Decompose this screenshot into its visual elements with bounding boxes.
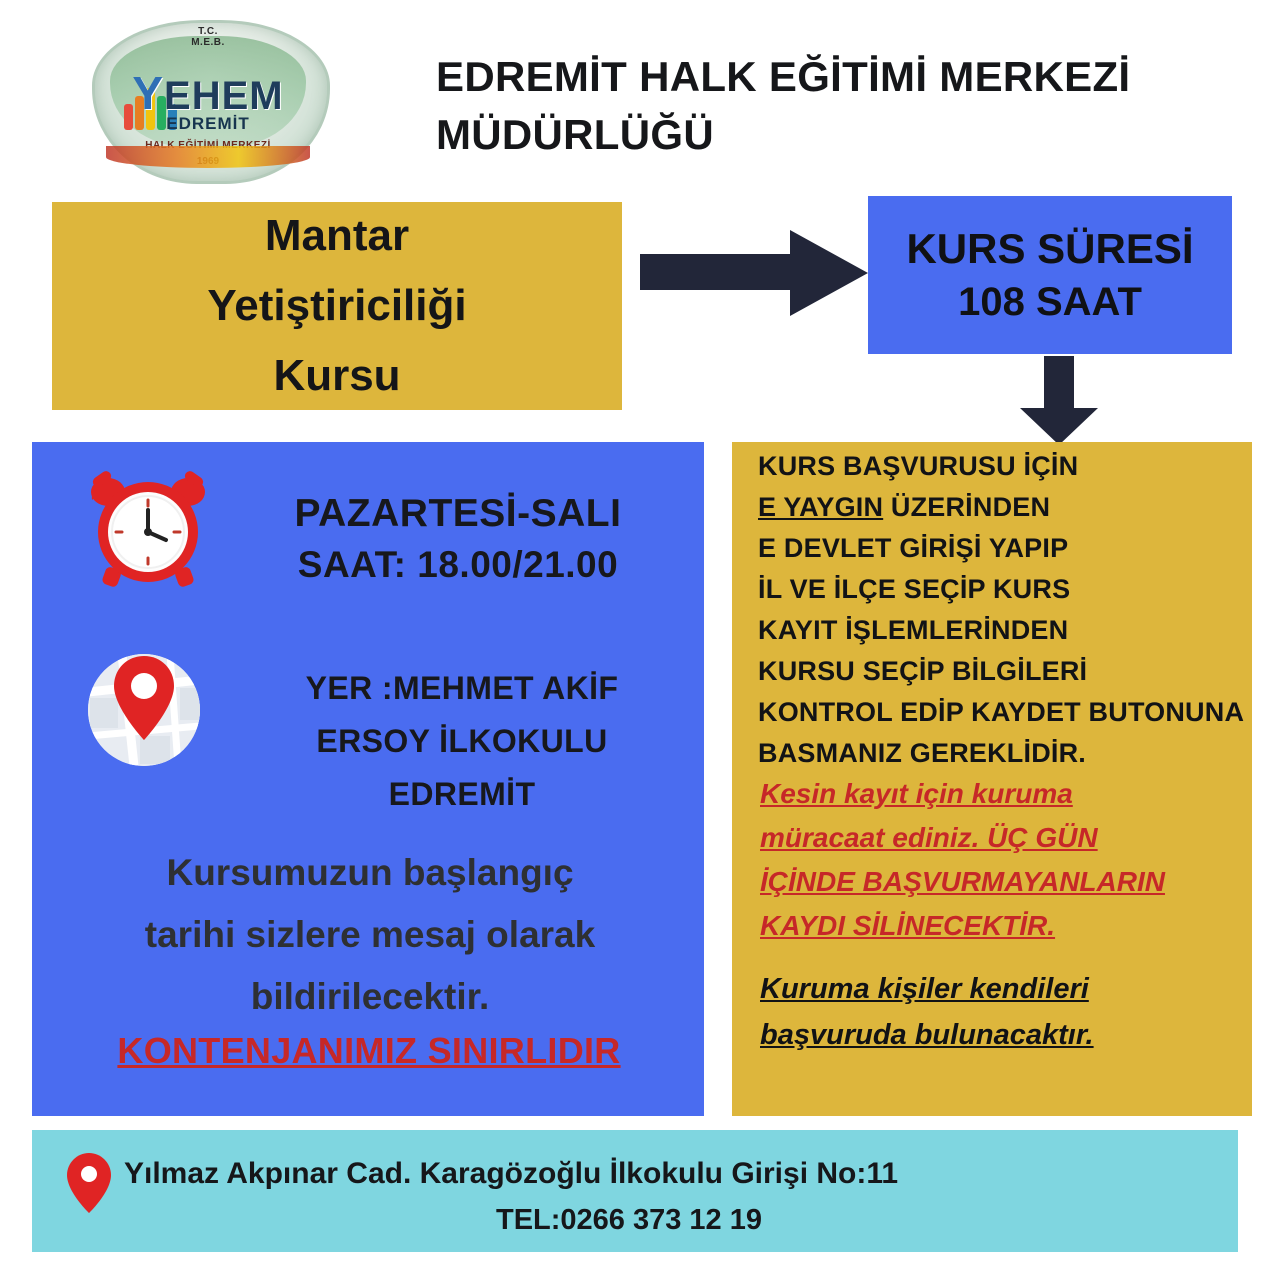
eyaygin-link-text: E YAYGIN — [758, 492, 884, 522]
schedule-hours: SAAT: 18.00/21.00 — [297, 544, 619, 585]
page-title-line2: MÜDÜRLÜĞÜ — [436, 111, 714, 158]
course-duration-box — [868, 196, 1232, 354]
start-date-note — [64, 842, 676, 1028]
page-title — [436, 48, 1236, 164]
schedule-text — [232, 488, 684, 590]
registration-warning — [760, 772, 1280, 948]
schedule-days: PAZARTESİ-SALI — [294, 492, 622, 535]
course-duration-value: 108 SAAT — [958, 280, 1142, 324]
registration-warning-line1: Kesin kayıt için kuruma — [760, 778, 1073, 809]
registration-warning-line4: KAYDI SİLİNECEKTİR. — [760, 910, 1056, 941]
application-line3: E DEVLET GİRİŞİ YAPIP — [758, 533, 1069, 563]
logo-city-label: EDREMİT — [166, 114, 250, 133]
course-duration-label: KURS SÜRESİ — [906, 225, 1194, 272]
footer-address: Yılmaz Akpınar Cad. Karagözoğlu İlkokulu Girişi No:11 — [124, 1157, 899, 1190]
course-name-text — [207, 201, 466, 411]
course-name-line3: Kursu — [273, 351, 401, 400]
application-line4: İL VE İLÇE SEÇİP KURS — [758, 574, 1071, 604]
application-line1: KURS BAŞVURUSU İÇİN — [758, 451, 1079, 481]
logo-wordmark-rest: EHEM — [164, 74, 284, 118]
page-title-line1: EDREMİT HALK EĞİTİMİ MERKEZİ — [436, 53, 1131, 100]
start-date-note-line3: bildirilecektir. — [250, 976, 490, 1017]
ehem-logo — [84, 14, 332, 184]
application-line5: KAYIT İŞLEMLERİNDEN — [758, 615, 1069, 645]
application-line2 — [758, 487, 1280, 528]
course-name-line1: Mantar — [264, 211, 410, 260]
arrow-right-icon — [640, 228, 870, 318]
course-name-line2: Yetiştiriciliği — [207, 281, 467, 330]
alarm-clock-icon — [84, 470, 212, 590]
self-application-line2: başvuruda bulunacaktır. — [760, 1019, 1094, 1051]
footer-phone: TEL:0266 373 12 19 — [495, 1204, 762, 1236]
registration-warning-line2: müracaat ediniz. ÜÇ GÜN — [760, 822, 1098, 853]
quota-warning: KONTENJANIMIZ SINIRLIDIR — [117, 1030, 621, 1071]
self-application-note — [760, 966, 1280, 1058]
logo-swoosh-icon — [106, 146, 310, 168]
start-date-note-line2: tarihi sizlere mesaj olarak — [144, 914, 596, 955]
self-application-line1: Kuruma kişiler kendileri — [760, 973, 1089, 1005]
application-line7: KONTROL EDİP KAYDET BUTONUNA — [758, 697, 1245, 727]
map-location-icon — [78, 640, 210, 772]
logo-meb-label: M.E.B. — [191, 37, 225, 48]
arrow-down-icon — [1014, 356, 1104, 446]
start-date-note-line1: Kursumuzun başlangıç — [166, 852, 574, 893]
application-line2-rest: ÜZERİNDEN — [883, 492, 1051, 522]
application-line6: KURSU SEÇİP BİLGİLERİ — [758, 656, 1088, 686]
course-place — [240, 662, 684, 821]
course-place-line2: ERSOY İLKOKULU — [316, 723, 608, 759]
logo-ministry-text — [84, 26, 332, 48]
logo-wordmark-initial: Y — [132, 67, 165, 119]
application-instructions — [758, 446, 1280, 774]
application-line8: BASMANIZ GEREKLİDİR. — [758, 738, 1086, 768]
course-place-line1: YER :MEHMET AKİF — [305, 670, 619, 706]
course-name-box — [52, 202, 622, 410]
logo-tc-label: T.C. — [198, 26, 218, 37]
course-place-line3: EDREMİT — [388, 776, 536, 812]
registration-warning-line3: İÇİNDE BAŞVURMAYANLARIN — [760, 866, 1165, 897]
location-pin-icon — [66, 1152, 112, 1214]
logo-wordmark — [84, 66, 332, 120]
